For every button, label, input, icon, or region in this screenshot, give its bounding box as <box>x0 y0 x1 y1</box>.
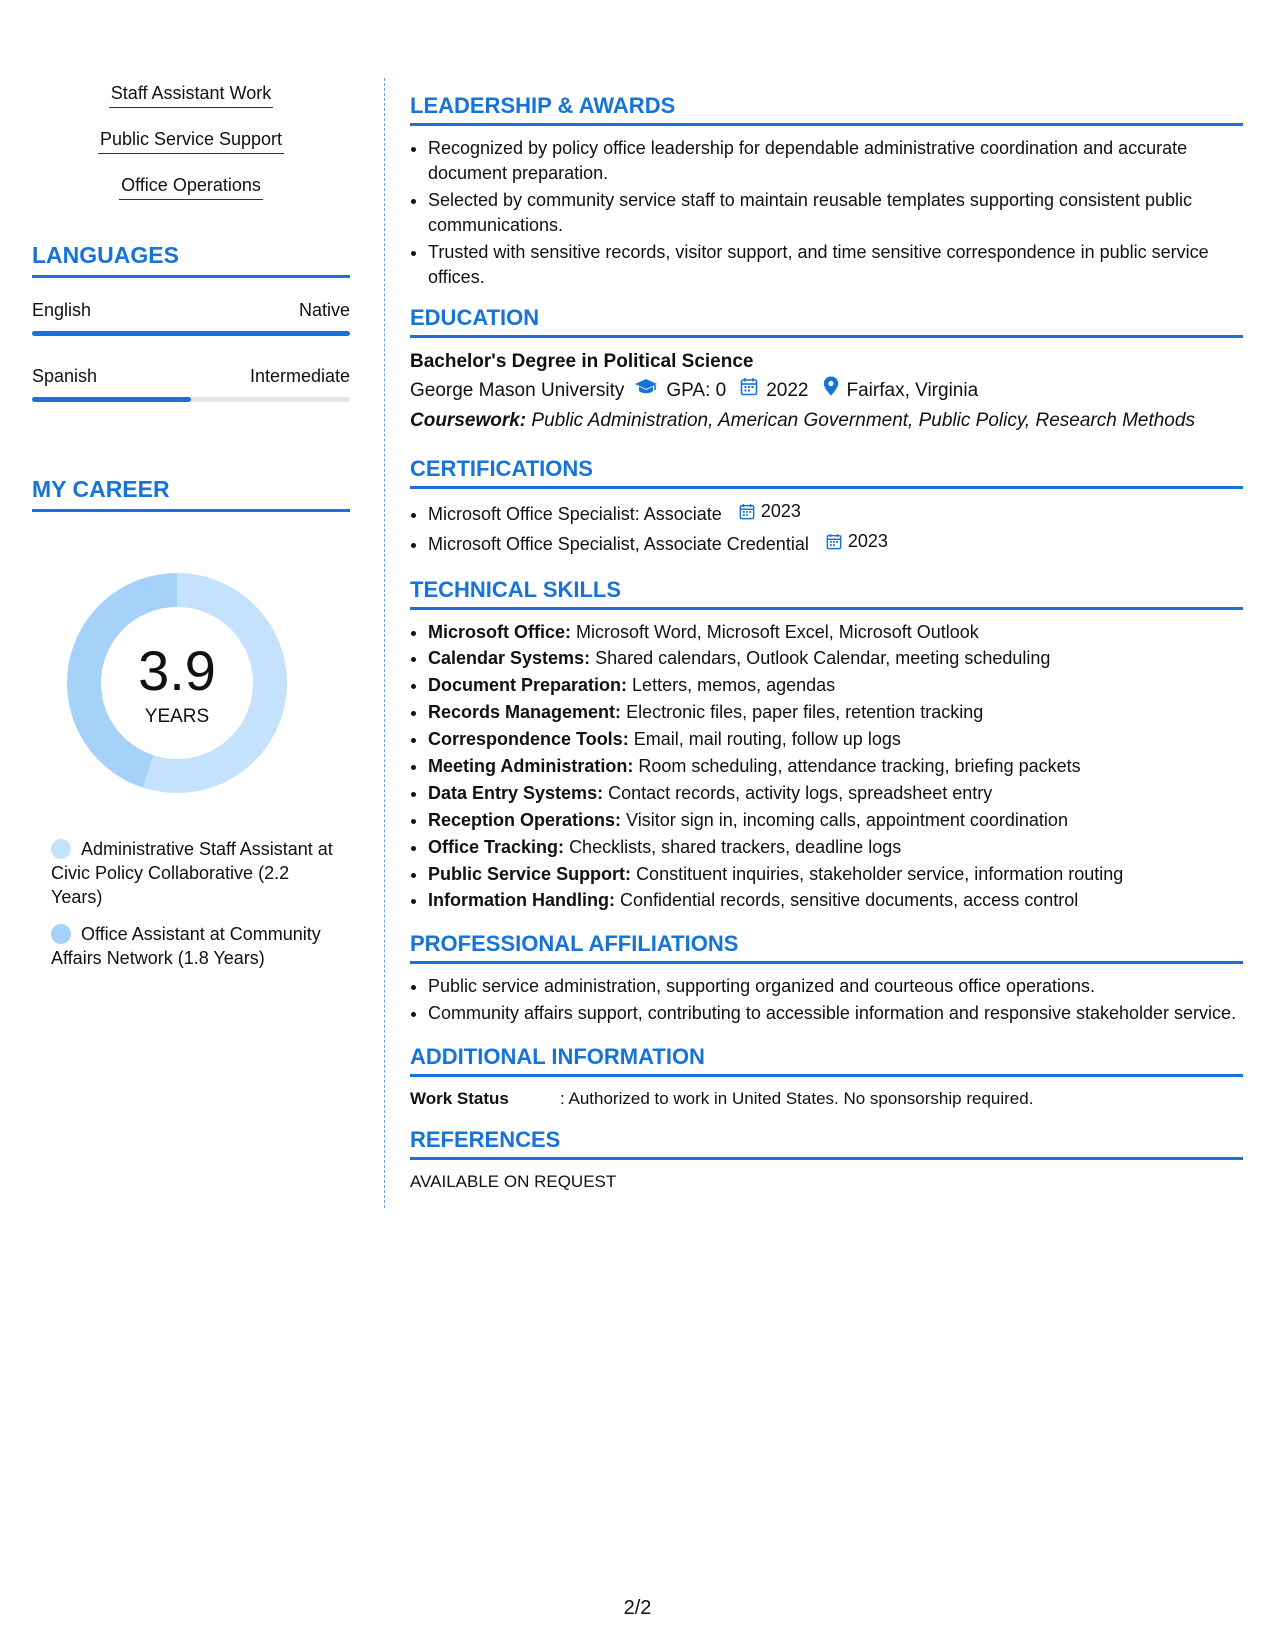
page-number: 2/2 <box>623 1597 652 1619</box>
language-level: Native <box>298 300 350 320</box>
education-section <box>410 305 1243 436</box>
degree: Bachelor's Degree in Political Science <box>410 351 754 372</box>
strength-item: Staff Assistant Work <box>32 82 350 108</box>
career-heading: MY CAREER <box>32 476 350 512</box>
leadership-section <box>410 93 1243 289</box>
sidebar <box>32 82 350 512</box>
language-row <box>32 366 350 387</box>
column-divider <box>384 78 385 1208</box>
language-bar-fill <box>32 331 350 336</box>
career-unit: YEARS <box>144 706 210 727</box>
languages-heading: LANGUAGES <box>32 242 350 278</box>
affiliations-list <box>410 974 1243 1026</box>
skills-section <box>410 577 1243 913</box>
strength-item: Office Operations <box>32 174 350 200</box>
section-heading: EDUCATION <box>410 305 1243 338</box>
list-item: • Calendar Systems: Shared calendars, Outlook Calendar, meeting scheduling <box>428 646 1243 671</box>
list-item: • Recognized by policy office leadership for dependable administrative coordination and accurate document preparation. <box>428 136 1243 185</box>
calendar-icon <box>740 376 758 406</box>
language-name: Spanish <box>32 366 98 386</box>
school-location: Fairfax, Virginia <box>846 380 979 401</box>
work-status-label: Work Status <box>410 1088 509 1108</box>
career-legend-item: Administrative Staff Assistant at Civic Policy Collaborative (2.2 Years) <box>51 839 333 907</box>
skills-list <box>410 620 1243 913</box>
section-heading: CERTIFICATIONS <box>410 456 1243 489</box>
location-pin-icon <box>823 376 839 406</box>
career-donut <box>67 573 287 793</box>
certifications-section <box>410 456 1243 557</box>
affiliations-section <box>410 931 1243 1026</box>
list-item: • Records Management: Electronic files, paper files, retention tracking <box>428 700 1243 725</box>
additional-section <box>410 1044 1243 1111</box>
strength-item: Public Service Support <box>32 128 350 154</box>
language-name: English <box>32 300 92 320</box>
list-item: • Document Preparation: Letters, memos, agendas <box>428 673 1243 698</box>
list-item: • Public service administration, supporting organized and courteous office operations. <box>428 974 1243 999</box>
calendar-icon <box>826 533 842 550</box>
list-item: • Information Handling: Confidential records, sensitive documents, access control <box>428 888 1243 913</box>
references-section <box>410 1127 1243 1194</box>
section-heading: LEADERSHIP & AWARDS <box>410 93 1243 126</box>
list-item: • Selected by community service staff to maintain reusable templates supporting consistent public communications. <box>428 188 1243 237</box>
main-content <box>410 93 1243 1210</box>
language-bar <box>32 331 350 336</box>
language-bar <box>32 397 350 402</box>
legend-dot <box>51 924 71 944</box>
career-legend-item: Office Assistant at Community Affairs Network (1.8 Years) <box>51 924 321 968</box>
section-heading: ADDITIONAL INFORMATION <box>410 1044 1243 1077</box>
certifications-list <box>410 499 1243 557</box>
list-item: • Trusted with sensitive records, visitor support, and time sensitive correspondence in public service offices. <box>428 240 1243 289</box>
work-status-value: : Authorized to work in United States. No sponsorship required. <box>560 1088 1034 1108</box>
section-heading: REFERENCES <box>410 1127 1243 1160</box>
list-item: • Microsoft Office Specialist, Associate Credential 2023 <box>428 529 1243 556</box>
list-item: • Reception Operations: Visitor sign in, incoming calls, appointment coordination <box>428 808 1243 833</box>
list-item: • Microsoft Office Specialist: Associate 2023 <box>428 499 1243 526</box>
legend-dot <box>51 839 71 859</box>
gpa: GPA: 0 <box>666 380 727 401</box>
list-item: • Microsoft Office: Microsoft Word, Microsoft Excel, Microsoft Outlook <box>428 620 1243 645</box>
language-row <box>32 300 350 321</box>
section-heading: TECHNICAL SKILLS <box>410 577 1243 610</box>
calendar-icon <box>739 503 755 520</box>
graduation-year: 2022 <box>766 380 809 401</box>
language-level: Intermediate <box>249 366 350 386</box>
list-item: • Data Entry Systems: Contact records, activity logs, spreadsheet entry <box>428 781 1243 806</box>
career-total: 3.9 <box>138 639 216 702</box>
list-item: • Community affairs support, contributing to accessible information and responsive stakeholder service. <box>428 1001 1243 1026</box>
list-item: • Meeting Administration: Room scheduling, attendance tracking, briefing packets <box>428 754 1243 779</box>
references-text: AVAILABLE ON REQUEST <box>410 1171 617 1191</box>
school: George Mason University <box>410 380 625 401</box>
leadership-list <box>410 136 1243 289</box>
graduation-cap-icon <box>634 376 658 406</box>
list-item: • Office Tracking: Checklists, shared trackers, deadline logs <box>428 835 1243 860</box>
list-item: • Correspondence Tools: Email, mail routing, follow up logs <box>428 727 1243 752</box>
list-item: • Public Service Support: Constituent inquiries, stakeholder service, information routing <box>428 862 1243 887</box>
language-bar-fill <box>32 397 191 402</box>
section-heading: PROFESSIONAL AFFILIATIONS <box>410 931 1243 964</box>
coursework: Coursework: Public Administration, American Government, Public Policy, Research Methods <box>410 410 1195 431</box>
